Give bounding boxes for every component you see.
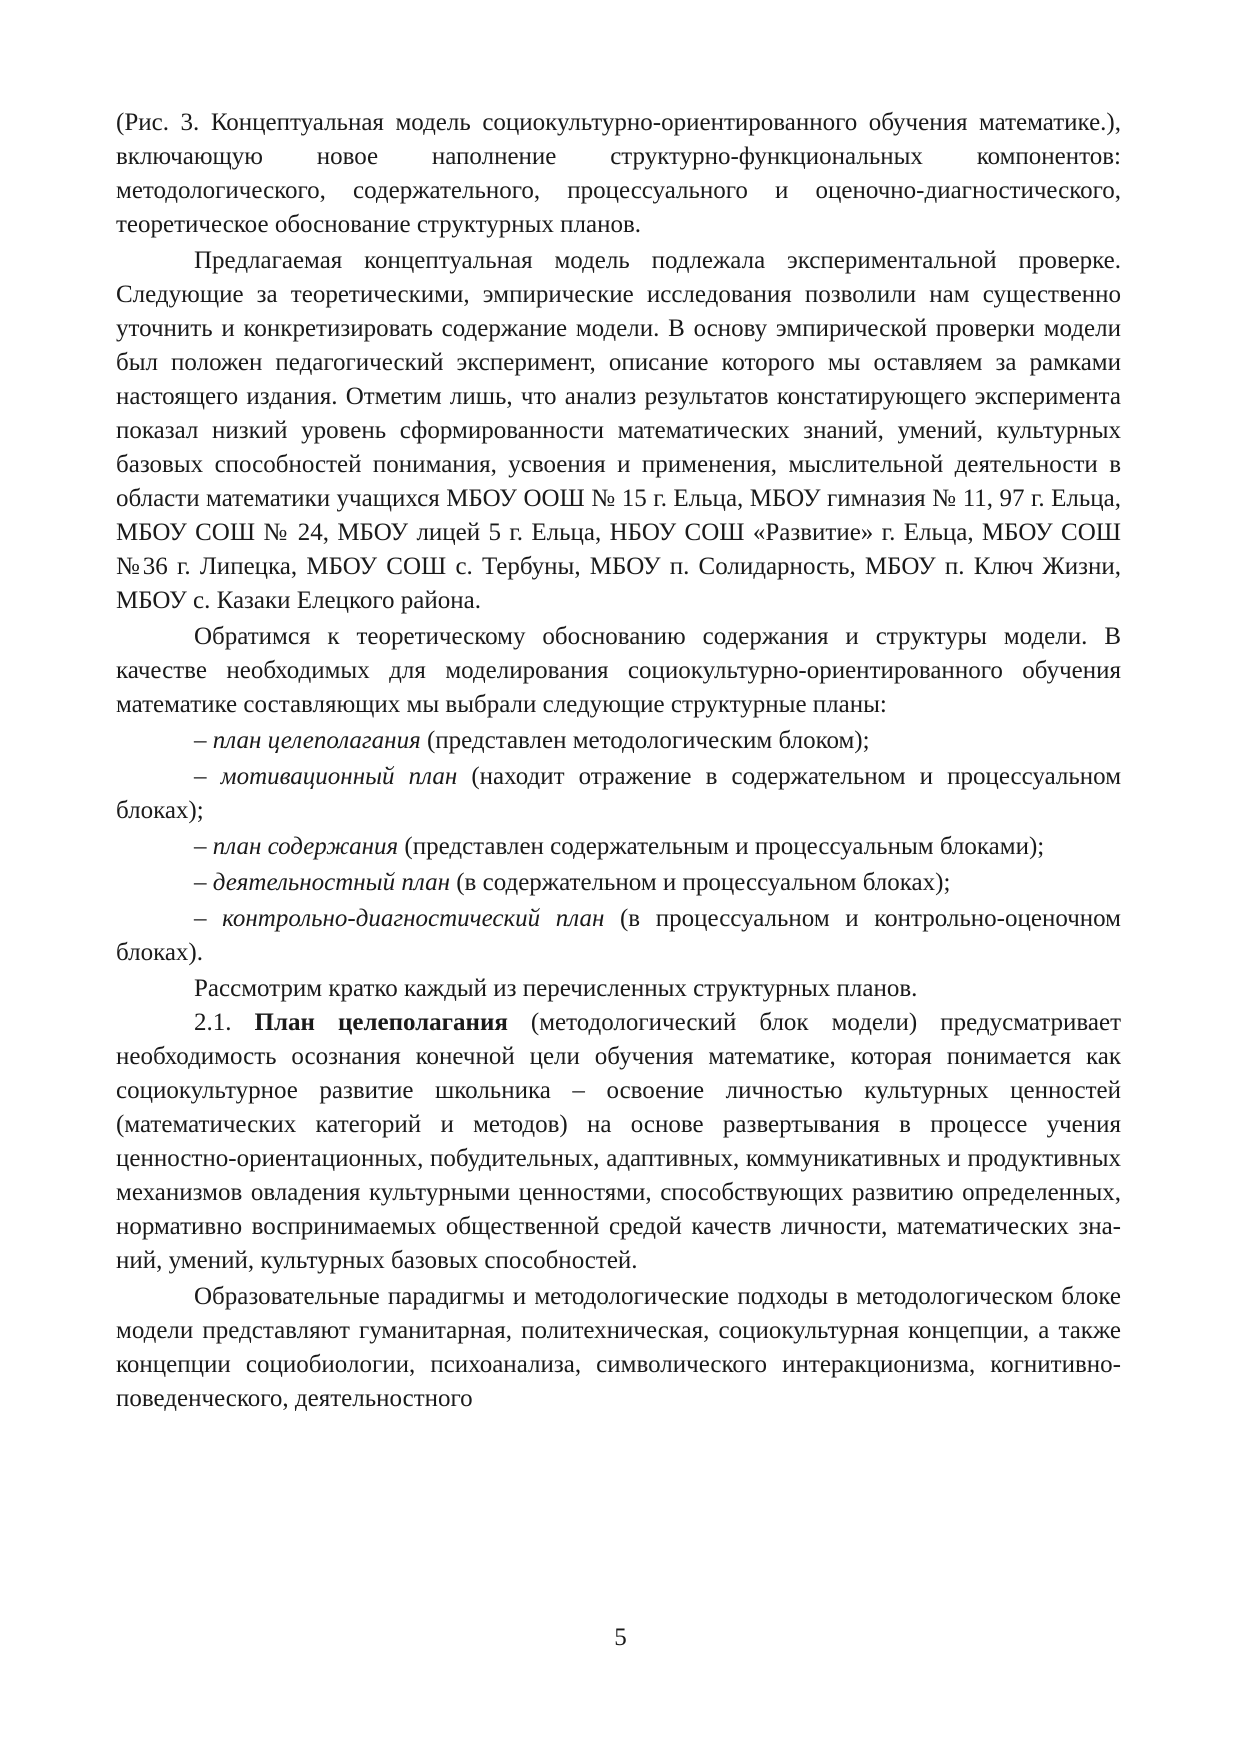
list-item (116, 724, 1121, 758)
section-number: 2.1. (194, 1009, 232, 1036)
list-dash: – (194, 763, 207, 790)
list-item (116, 830, 1121, 864)
list-item-term: контрольно-диагностический план (222, 905, 605, 932)
list-item-term: план целеполагания (212, 727, 421, 754)
list-dash: – (194, 869, 207, 896)
paragraph-review: Рассмотрим кратко каждый из перечисленных структурных планов. (194, 975, 918, 1002)
structural-plans-list (116, 724, 1121, 970)
paragraph-structural-plans: Обратимся к теоретическому обоснованию содержания и структуры модели. В качестве необходимых для моделирования социокультурно-ориентированного обучения математике составляющих мы выбрали следующие структурные планы: (116, 623, 1121, 718)
list-item-text: (представлен содержательным и процессуальным блоками); (398, 833, 1045, 860)
list-item-term: план содержания (212, 833, 399, 860)
list-item-text: (представлен методологическим блоком); (420, 727, 870, 754)
list-item-term: деятельностный план (212, 869, 450, 896)
list-dash: – (194, 833, 207, 860)
list-dash: – (194, 905, 207, 932)
list-dash: – (194, 727, 207, 754)
list-item-text: (в содержательном и процессуальном блоках); (449, 869, 951, 896)
paragraph-model-verification: Предлагаемая концептуальная модель подлежала экспериментальной проверке. Следующие за теоретическими, эмпирические исследования позволили нам существенно уточнить и конкретизировать содержание модели. В основу эмпирической проверки модели был положен педагогический эксперимент, описание которого мы оставляем за рамками настоящего издания. Отметим лишь, что анализ результатов констатирующего эксперимента показал низкий уровень сформированности математических знаний, умений, культурных базовых способностей понимания, усвоения и применения, мыслительной деятельности в области математики учащихся МБОУ ООШ № 15 г. Ельца, МБОУ гимназия № 11, 97 г. Ельца, МБОУ СОШ № 24, МБОУ лицей 5 г. Ельца, НБОУ СОШ «Развитие» г. Ельца, МБОУ СОШ №36 г. Липецка, МБОУ СОШ с. Тербуны, МБОУ п. Солидарность, МБОУ п. Ключ Жизни, МБОУ с. Казаки Елецкого района. (116, 247, 1121, 614)
section-title: План целеполагания (254, 1009, 508, 1036)
list-item-text: (в процессуальном и контрольно-оценочном блоках). (116, 905, 1121, 966)
list-item (116, 866, 1121, 900)
paragraph-section-2-1 (116, 1006, 1121, 1278)
paragraph-intro: (Рис. 3. Концептуальная модель социокультурно-ориентированного обучения математике.), включающую новое наполнение структурно-функциональных компонентов: методологического, содержательного, процессуального и оценочно-диагностического, теоретическое обоснование структурных планов. (116, 109, 1121, 238)
list-item-term: мотивационный план (220, 763, 458, 790)
list-item-text: (находит отражение в содержательном и процессуальном блоках); (116, 763, 1122, 824)
list-item (116, 760, 1121, 828)
list-item (116, 902, 1121, 970)
paragraph-paradigms: Образовательные парадигмы и методологические подходы в методологическом блоке модели представляют гуманитарная, политехническая, социокультурная концепции, а также концепции социобиологии, психоанализа, символического интеракционизма, когнитивно-поведенческого, деятельностного (116, 1283, 1121, 1412)
document-page (116, 106, 1121, 1416)
section-text: (методологический блок модели) предусматривает необходимость осознания конечной цели обучения математике, которая понимается как социокультурное развитие школьника – освоение личностью культурных ценностей (математических категорий и методов) на основе развертывания в процессе учения ценностно-ориентационных, побудительных, адаптивных, коммуникативных и продуктивных механизмов овладения культурными ценностями, способствующих развитию определенных, нормативно воспринимаемых общественной средой качеств личности, математических знаний, умений, культурных базовых способностей. (116, 1009, 1122, 1274)
page-number: 5 (614, 1624, 627, 1651)
